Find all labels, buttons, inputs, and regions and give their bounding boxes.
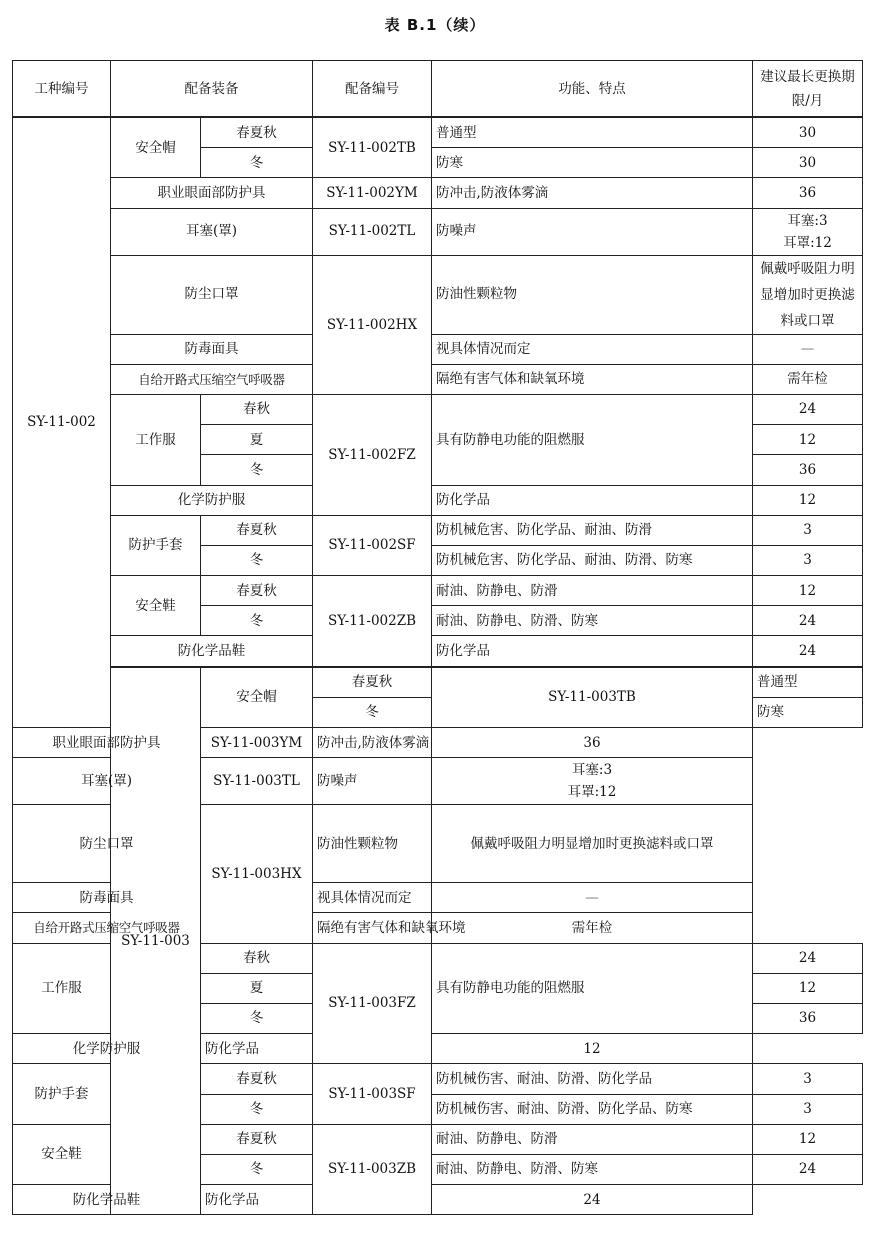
table-row <box>13 576 863 606</box>
equipment-code-cell: SY-11-002SF <box>313 515 432 575</box>
equipment-code-cell: SY-11-003ZB <box>313 1124 432 1215</box>
equipment-code-cell: SY-11-002ZB <box>313 576 432 667</box>
table-row <box>13 394 863 424</box>
period-cell: 12 <box>432 1034 753 1064</box>
function-cell: 普通型 <box>753 667 863 698</box>
period-cell: 30 <box>753 148 863 178</box>
job-code-cell: SY-11-003 <box>111 667 201 1215</box>
equipment-code-cell: SY-11-002HX <box>313 255 432 394</box>
equipment-code-cell: SY-11-002TB <box>313 117 432 178</box>
header-equipment-code: 配备编号 <box>313 61 432 118</box>
function-cell: 隔绝有害气体和缺氧环境 <box>432 364 753 394</box>
equipment-cell: 防毒面具 <box>13 883 201 913</box>
header-equipment: 配备装备 <box>111 61 313 118</box>
period-cell: 36 <box>753 1003 863 1033</box>
function-cell: 耐油、防静电、防滑、防寒 <box>432 606 753 636</box>
function-cell: 防冲击,防液体雾滴 <box>432 178 753 208</box>
table-row <box>13 728 863 758</box>
period-cell: 24 <box>753 636 863 667</box>
equipment-cell: 安全帽 <box>111 117 201 178</box>
table-row <box>13 515 863 545</box>
equipment-cell: 化学防护服 <box>13 1034 201 1064</box>
period-cell: 36 <box>753 455 863 485</box>
table-row <box>13 255 863 334</box>
equipment-cell: 工作服 <box>13 943 111 1034</box>
period-cell: 3 <box>753 545 863 575</box>
table-row <box>13 1185 863 1215</box>
equipment-cell: 防化学品鞋 <box>111 636 313 667</box>
season-cell: 春夏秋 <box>201 1124 313 1154</box>
equipment-cell: 防护手套 <box>111 515 201 575</box>
earplug-period: 耳塞:3 <box>787 212 828 229</box>
function-cell: 防冲击,防液体雾滴 <box>313 728 432 758</box>
season-cell: 冬 <box>201 1094 313 1124</box>
function-cell: 防寒 <box>753 697 863 727</box>
period-cell: 需年检 <box>753 364 863 394</box>
equipment-cell: 自给开路式压缩空气呼吸器 <box>111 364 313 394</box>
season-cell: 夏 <box>201 973 313 1003</box>
equipment-cell: 防毒面具 <box>111 334 313 364</box>
season-cell: 冬 <box>201 1154 313 1184</box>
equipment-code-cell: SY-11-003SF <box>313 1064 432 1124</box>
function-cell: 耐油、防静电、防滑、防寒 <box>432 1154 753 1184</box>
ppe-table <box>12 60 863 1215</box>
table-row <box>13 636 863 667</box>
equipment-code-cell: SY-11-002TL <box>313 208 432 255</box>
period-cell <box>432 758 753 805</box>
season-cell: 春夏秋 <box>201 117 313 148</box>
header-job-code: 工种编号 <box>13 61 111 118</box>
period-cell: 24 <box>753 1154 863 1184</box>
season-cell: 冬 <box>201 606 313 636</box>
season-cell: 冬 <box>201 455 313 485</box>
period-cell: 3 <box>753 1064 863 1094</box>
header-replacement-period: 建议最长更换期限/月 <box>753 61 863 118</box>
table-row <box>13 485 863 515</box>
equipment-code-cell: SY-11-002FZ <box>313 394 432 515</box>
equipment-code-cell: SY-11-003HX <box>201 805 313 943</box>
equipment-cell: 安全帽 <box>201 667 313 728</box>
table-row <box>13 1034 863 1064</box>
job-code-cell: SY-11-002 <box>13 117 111 728</box>
function-cell: 耐油、防静电、防滑 <box>432 1124 753 1154</box>
period-cell: 24 <box>432 1185 753 1215</box>
function-cell: 防油性颗粒物 <box>432 255 753 334</box>
period-cell: 3 <box>753 1094 863 1124</box>
period-cell: 佩戴呼吸阻力明显增加时更换滤料或口罩 <box>432 805 753 883</box>
equipment-cell: 安全鞋 <box>13 1124 111 1184</box>
period-cell: 30 <box>753 117 863 148</box>
header-function: 功能、特点 <box>432 61 753 118</box>
season-cell: 春夏秋 <box>201 576 313 606</box>
period-cell: 36 <box>432 728 753 758</box>
season-cell: 春夏秋 <box>313 667 432 698</box>
table-title: 表 B.1（续） <box>384 16 486 34</box>
function-cell: 防化学品 <box>201 1185 313 1215</box>
equipment-cell: 防尘口罩 <box>13 805 201 883</box>
function-cell: 普通型 <box>432 117 753 148</box>
period-cell: 12 <box>753 485 863 515</box>
function-cell: 防机械危害、防化学品、耐油、防滑、防寒 <box>432 545 753 575</box>
period-cell: 12 <box>753 425 863 455</box>
function-cell: 防油性颗粒物 <box>313 805 432 883</box>
period-cell: 12 <box>753 1124 863 1154</box>
function-cell: 具有防静电功能的阻燃服 <box>432 394 753 485</box>
equipment-code-cell: SY-11-002YM <box>313 178 432 208</box>
equipment-cell: 防尘口罩 <box>111 255 313 334</box>
period-cell: 24 <box>753 606 863 636</box>
period-cell: — <box>753 334 863 364</box>
season-cell: 春夏秋 <box>201 515 313 545</box>
function-cell: 防寒 <box>432 148 753 178</box>
function-cell: 视具体情况而定 <box>313 883 432 913</box>
equipment-cell: 职业眼面部防护具 <box>13 728 201 758</box>
season-cell: 冬 <box>313 697 432 727</box>
equipment-cell: 职业眼面部防护具 <box>111 178 313 208</box>
period-cell: 24 <box>753 943 863 973</box>
table-row <box>13 364 863 394</box>
function-cell: 具有防静电功能的阻燃服 <box>432 943 753 1034</box>
function-cell: 防机械伤害、耐油、防滑、防化学品 <box>432 1064 753 1094</box>
season-cell: 冬 <box>201 1003 313 1033</box>
season-cell: 冬 <box>201 545 313 575</box>
equipment-cell: 化学防护服 <box>111 485 313 515</box>
equipment-cell: 安全鞋 <box>111 576 201 636</box>
period-cell: — <box>432 883 753 913</box>
equipment-code-cell: SY-11-003TB <box>432 667 753 728</box>
table-row <box>13 178 863 208</box>
equipment-code-cell: SY-11-003YM <box>201 728 313 758</box>
table-row <box>13 208 863 255</box>
season-cell: 春秋 <box>201 943 313 973</box>
season-cell: 春秋 <box>201 394 313 424</box>
period-cell: 需年检 <box>432 913 753 943</box>
table-row <box>13 667 863 698</box>
equipment-code-cell: SY-11-003FZ <box>313 943 432 1064</box>
function-cell: 防机械伤害、耐油、防滑、防化学品、防寒 <box>432 1094 753 1124</box>
equipment-cell: 耳塞(罩) <box>13 758 201 805</box>
equipment-cell: 耳塞(罩) <box>111 208 313 255</box>
earmuff-period: 耳罩:12 <box>567 784 617 801</box>
equipment-cell: 工作服 <box>111 394 201 485</box>
season-cell: 夏 <box>201 425 313 455</box>
table-row <box>13 805 863 883</box>
function-cell: 耐油、防静电、防滑 <box>432 576 753 606</box>
function-cell: 防机械危害、防化学品、耐油、防滑 <box>432 515 753 545</box>
season-cell: 春夏秋 <box>201 1064 313 1094</box>
period-cell: 3 <box>753 515 863 545</box>
function-cell: 视具体情况而定 <box>432 334 753 364</box>
function-cell: 防噪声 <box>432 208 753 255</box>
function-cell: 防化学品 <box>201 1034 313 1064</box>
season-cell: 冬 <box>201 148 313 178</box>
table-row <box>13 117 863 148</box>
period-cell: 佩戴呼吸阻力明显增加时更换滤料或口罩 <box>753 255 863 334</box>
earplug-period: 耳塞:3 <box>571 762 613 779</box>
period-cell: 24 <box>753 394 863 424</box>
table-row <box>13 883 863 913</box>
period-cell: 12 <box>753 973 863 1003</box>
equipment-cell: 自给开路式压缩空气呼吸器 <box>13 913 201 943</box>
function-cell: 防化学品 <box>432 485 753 515</box>
period-cell: 36 <box>753 178 863 208</box>
function-cell: 隔绝有害气体和缺氧环境 <box>313 913 432 943</box>
function-cell: 防化学品 <box>432 636 753 667</box>
header-row <box>13 61 863 118</box>
table-row <box>13 334 863 364</box>
function-cell: 防噪声 <box>313 758 432 805</box>
table-row <box>13 758 863 805</box>
period-cell <box>753 208 863 255</box>
earmuff-period: 耳罩:12 <box>783 234 832 251</box>
equipment-code-cell: SY-11-003TL <box>201 758 313 805</box>
period-cell: 12 <box>753 576 863 606</box>
equipment-cell: 防护手套 <box>13 1064 111 1124</box>
equipment-cell: 防化学品鞋 <box>13 1185 201 1215</box>
